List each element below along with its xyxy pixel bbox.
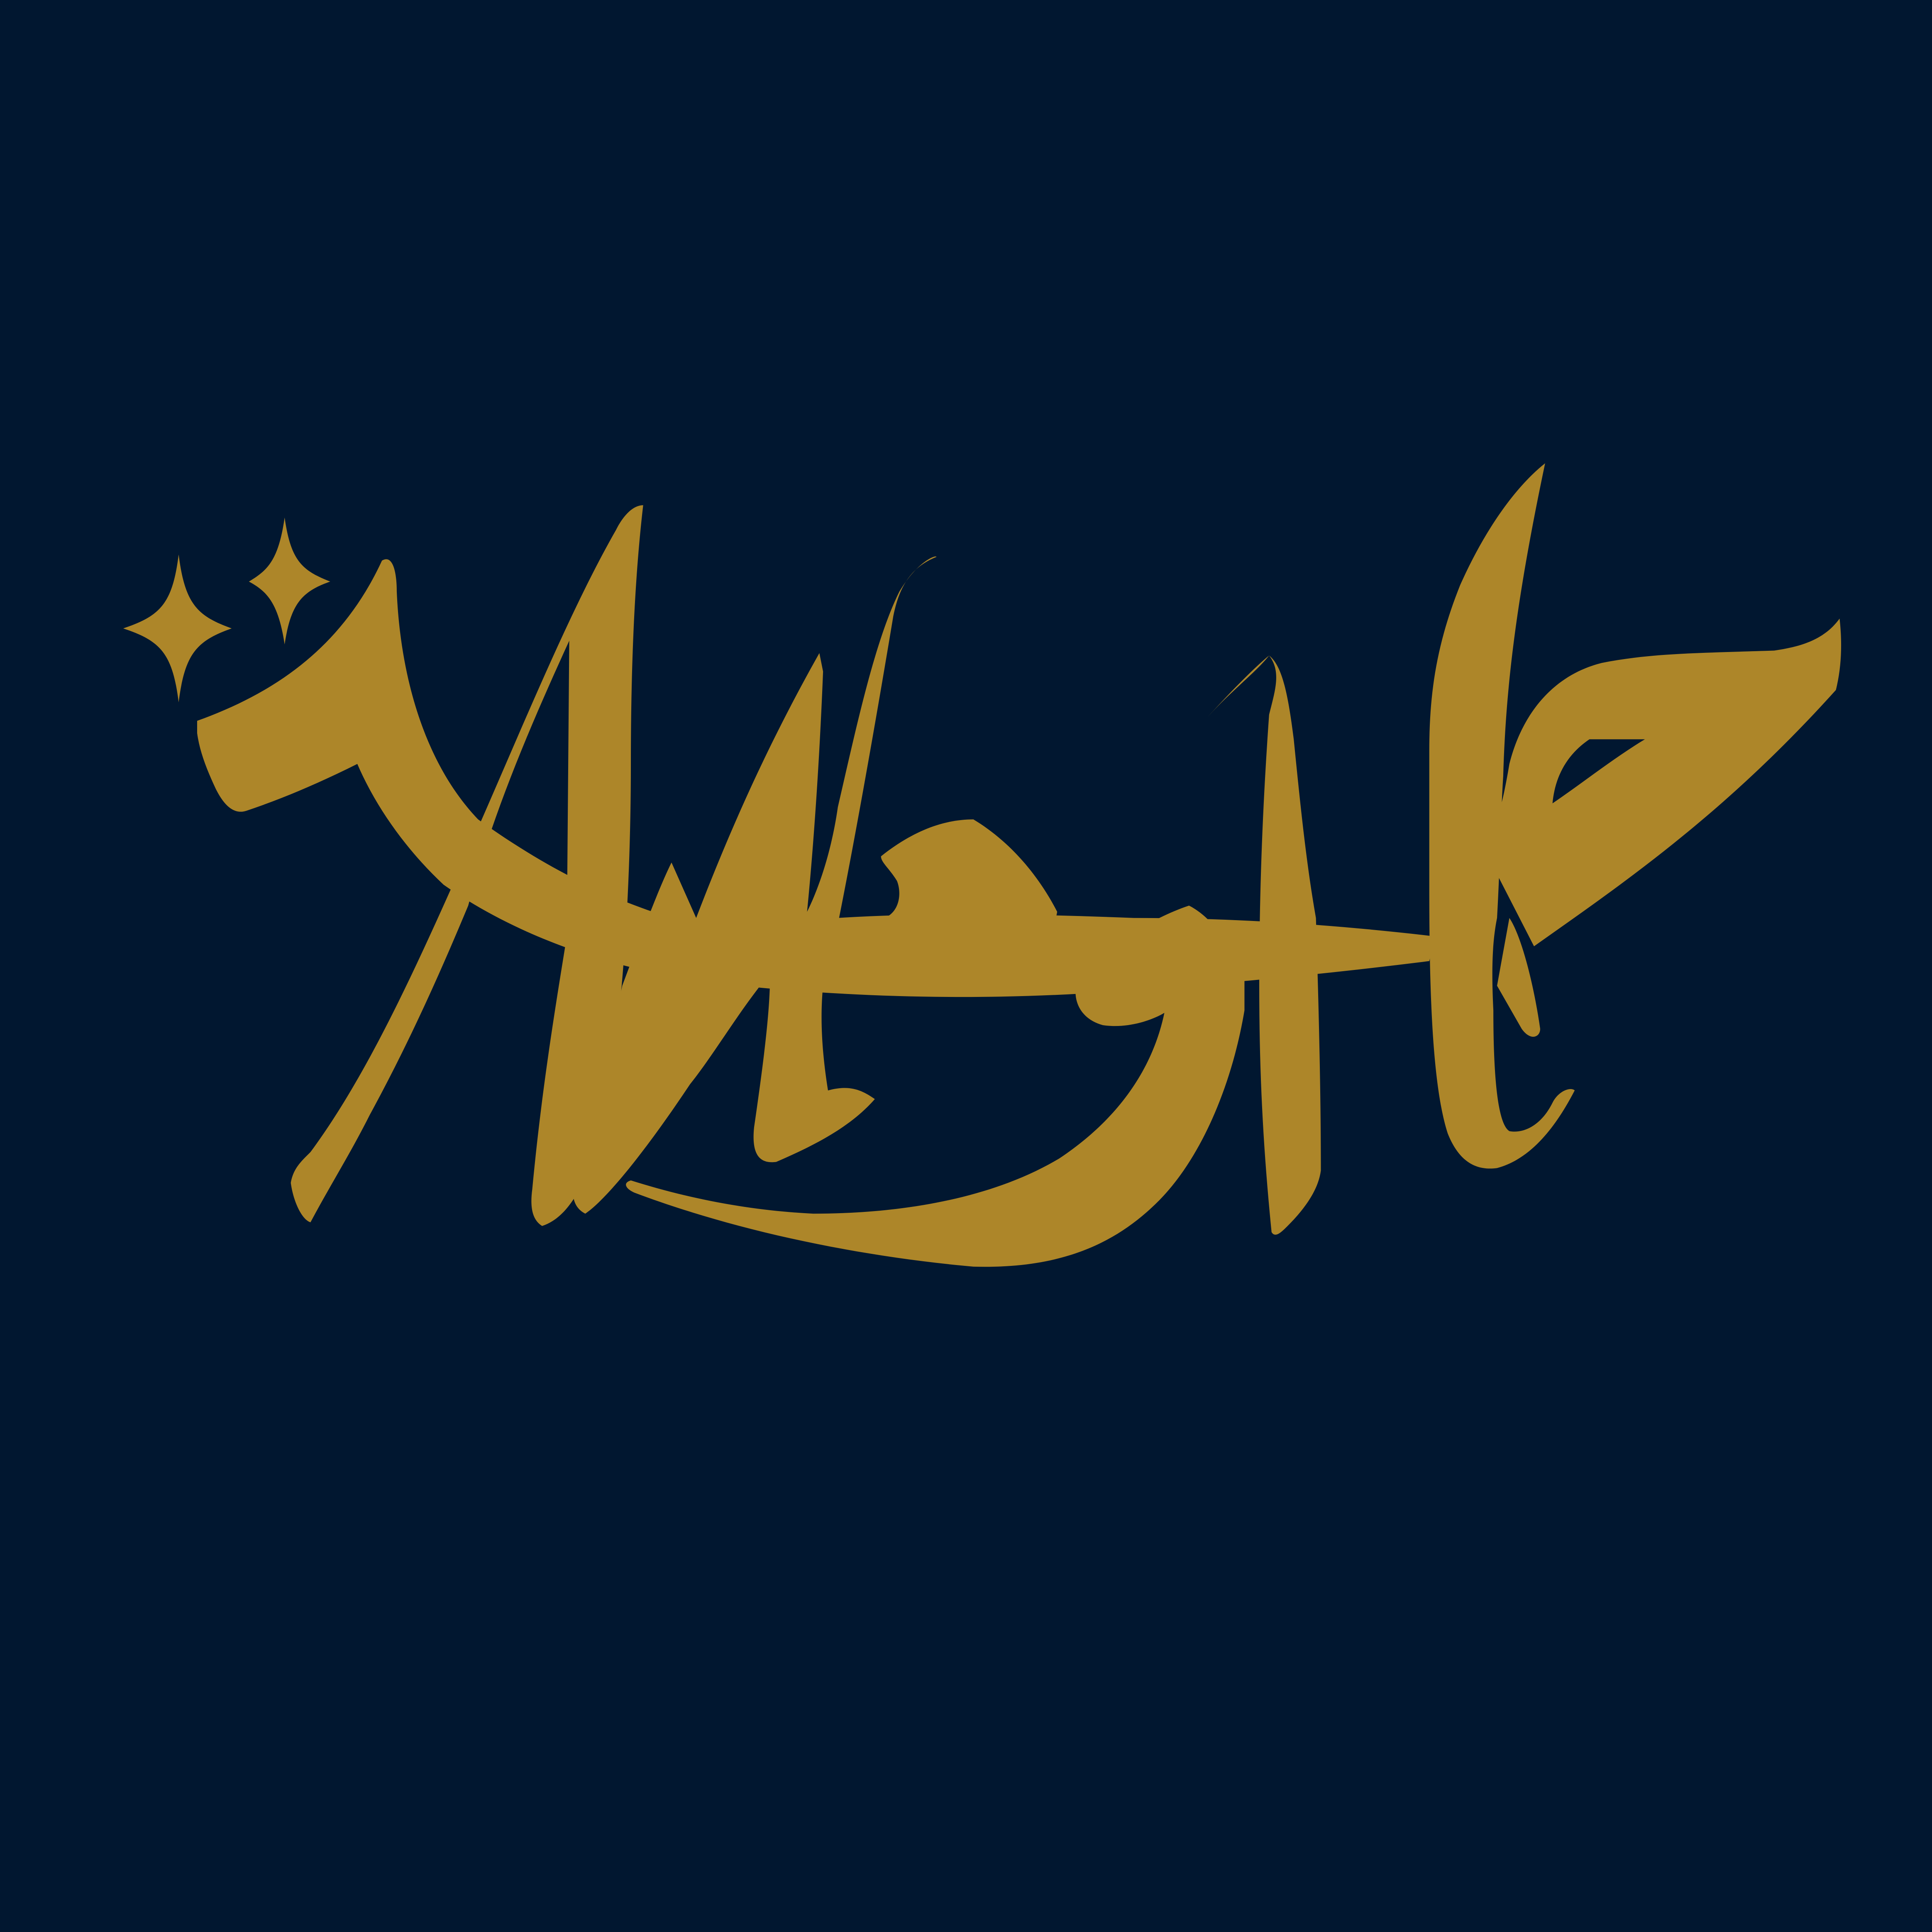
small-sparkle-icon — [123, 554, 232, 702]
calligraphy-stroke-tail — [1485, 618, 1841, 946]
large-sparkle-icon — [249, 518, 330, 645]
